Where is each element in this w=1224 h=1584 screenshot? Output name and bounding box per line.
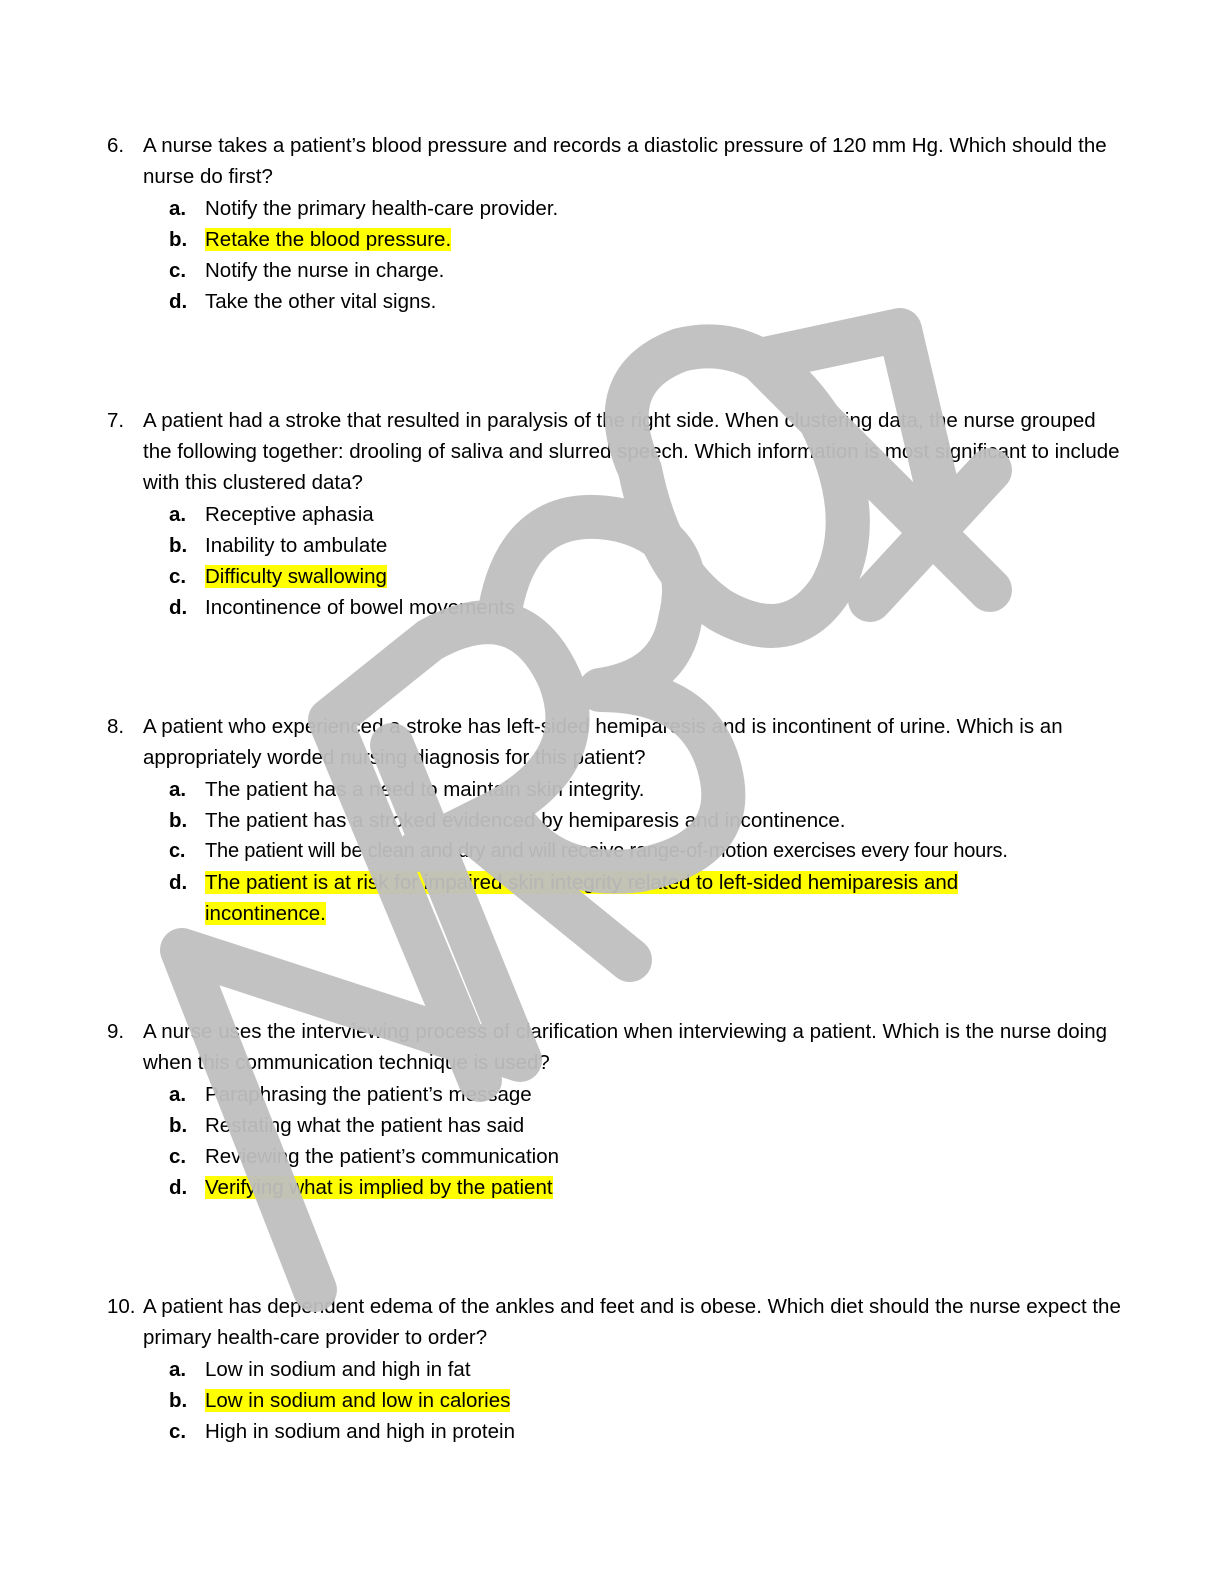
answer-option-d <box>107 592 1127 623</box>
highlighted-answer-text: Retake the blood pressure. <box>205 228 452 251</box>
option-letter: b. <box>169 809 188 832</box>
option-letter: a. <box>169 1083 187 1106</box>
answer-option-a <box>107 774 1127 805</box>
answer-options <box>107 774 1127 929</box>
option-letter: a. <box>169 197 187 220</box>
option-text: High in sodium and high in protein <box>205 1420 515 1443</box>
question-stem <box>107 405 1127 498</box>
question-text: A patient had a stroke that resulted in paralysis of the right side. When clustering data, the nurse grouped the following together: drooling of saliva and slurred speech. Which information is most significant to include with this clustered data? <box>143 409 1120 494</box>
question-number: 8. <box>107 715 125 738</box>
option-text: Inability to ambulate <box>205 534 388 557</box>
question-number: 10. <box>107 1295 136 1318</box>
answer-option-b <box>107 224 1127 255</box>
question-text: A nurse takes a patient’s blood pressure and records a diastolic pressure of 120 mm Hg. Which should the nurse do first? <box>143 134 1107 188</box>
answer-option-c <box>107 1416 1127 1447</box>
option-letter: b. <box>169 534 188 557</box>
option-letter: c. <box>169 1420 187 1443</box>
answer-option-c <box>107 255 1127 286</box>
answer-option-c <box>107 836 1127 867</box>
option-text: Paraphrasing the patient’s message <box>205 1083 532 1106</box>
option-text: The patient will be clean and dry and will receive range-of-motion exercises every four hours. <box>205 840 1008 862</box>
option-letter: a. <box>169 503 187 526</box>
answer-options <box>107 193 1127 317</box>
option-text: Restating what the patient has said <box>205 1114 525 1137</box>
option-text: Incontinence of bowel movements <box>205 596 515 619</box>
option-text: Receptive aphasia <box>205 503 374 526</box>
question-7 <box>107 405 1127 623</box>
option-letter: b. <box>169 228 188 251</box>
question-stem <box>107 1291 1127 1353</box>
option-letter: c. <box>169 565 187 588</box>
answer-options <box>107 1079 1127 1203</box>
question-stem <box>107 130 1127 192</box>
option-text: Notify the primary health-care provider. <box>205 197 559 220</box>
answer-option-d <box>107 286 1127 317</box>
answer-option-a <box>107 193 1127 224</box>
option-text: Take the other vital signs. <box>205 290 437 313</box>
option-letter: c. <box>169 840 186 862</box>
question-stem <box>107 1016 1127 1078</box>
question-number: 9. <box>107 1020 125 1043</box>
question-text: A patient who experienced a stroke has left-sided hemiparesis and is incontinent of urine. Which is an appropriately worded nursing diagnosis for this patient? <box>143 715 1063 769</box>
answer-option-c <box>107 561 1127 592</box>
option-text: The patient has a need to maintain skin integrity. <box>205 778 645 801</box>
highlighted-answer-text: Difficulty swallowing <box>205 565 387 588</box>
option-letter: d. <box>169 290 188 313</box>
highlighted-answer-text: Verifying what is implied by the patient <box>205 1176 553 1199</box>
option-letter: c. <box>169 1145 187 1168</box>
option-text: Notify the nurse in charge. <box>205 259 445 282</box>
option-letter: d. <box>169 596 188 619</box>
option-text: The patient has a stroked evidenced by hemiparesis and incontinence. <box>205 809 846 832</box>
option-letter: a. <box>169 1358 187 1381</box>
option-letter: d. <box>169 1176 188 1199</box>
answer-option-b <box>107 1110 1127 1141</box>
answer-option-b <box>107 1385 1127 1416</box>
question-number: 7. <box>107 409 125 432</box>
question-text: A patient has dependent edema of the ankles and feet and is obese. Which diet should the nurse expect the primary health-care provider to order? <box>143 1295 1121 1349</box>
question-8 <box>107 711 1127 929</box>
question-9 <box>107 1016 1127 1203</box>
option-letter: d. <box>169 871 188 894</box>
option-text: Low in sodium and high in fat <box>205 1358 471 1381</box>
question-6 <box>107 130 1127 317</box>
option-text: Reviewing the patient’s communication <box>205 1145 560 1168</box>
answer-option-a <box>107 1354 1127 1385</box>
answer-options <box>107 499 1127 623</box>
answer-option-a <box>107 499 1127 530</box>
answer-option-b <box>107 805 1127 836</box>
option-letter: c. <box>169 259 187 282</box>
answer-options <box>107 1354 1127 1447</box>
highlighted-answer-text: The patient is at risk for impaired skin integrity related to left-sided hemiparesis and incontinence. <box>205 871 959 925</box>
option-letter: b. <box>169 1114 188 1137</box>
answer-option-d <box>107 867 1127 929</box>
question-number: 6. <box>107 134 125 157</box>
question-stem <box>107 711 1127 773</box>
option-letter: a. <box>169 778 187 801</box>
question-10 <box>107 1291 1127 1447</box>
answer-option-d <box>107 1172 1127 1203</box>
question-text: A nurse uses the interviewing process of clarification when interviewing a patient. Which is the nurse doing when this communication technique is used? <box>143 1020 1108 1074</box>
answer-option-c <box>107 1141 1127 1172</box>
option-letter: b. <box>169 1389 188 1412</box>
answer-option-a <box>107 1079 1127 1110</box>
highlighted-answer-text: Low in sodium and low in calories <box>205 1389 511 1412</box>
answer-option-b <box>107 530 1127 561</box>
